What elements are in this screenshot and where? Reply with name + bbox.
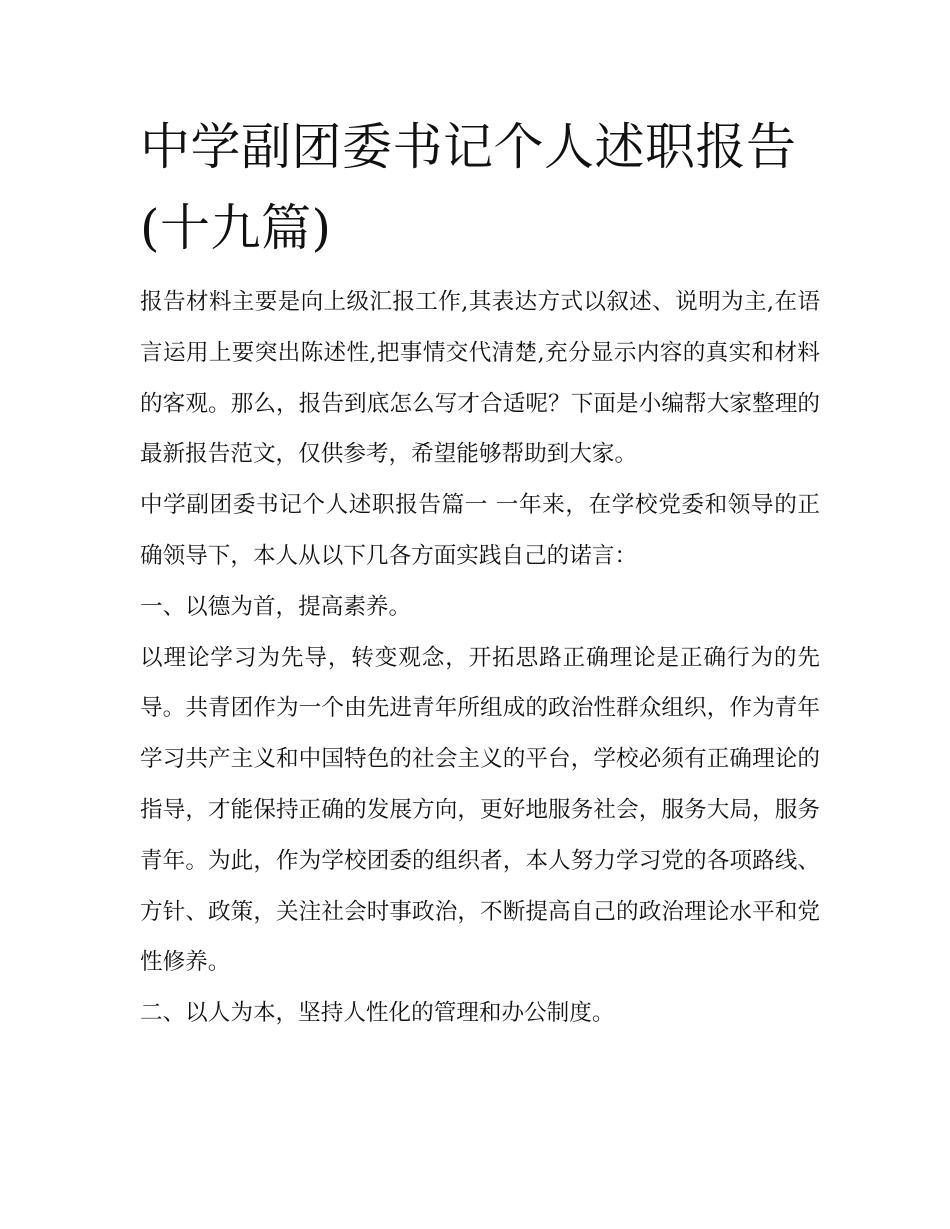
- document-title-line-2: (十九篇): [140, 199, 332, 257]
- section-heading-1: 一、以德为首，提高素养。: [140, 593, 412, 620]
- report-opening-paragraph: 中学副团委书记个人述职报告篇一 一年来，在学校党委和领导的正确领导下，本人从以下几各方面实践自己的诺言：: [140, 492, 820, 569]
- document-title-line-1: 中学副团委书记个人述职报告: [140, 118, 797, 176]
- section-1-paragraph: 以理论学习为先导，转变观念，开拓思路正确理论是正确行为的先导。共青团作为一个由先进青年所组成的政治性群众组织，作为青年学习共产主义和中国特色的社会主义的平台，学校必须有正确理论的指导，才能保持正确的发展方向，更好地服务社会，服务大局，服务青年。为此，作为学校团委的组织者，本人努力学习党的各项路线、方针、政策，关注社会时事政治，不断提高自己的政治理论水平和党性修养。: [140, 644, 820, 976]
- document-body: [140, 277, 820, 1039]
- section-heading-2: 二、以人为本，坚持人性化的管理和办公制度。: [140, 1000, 615, 1027]
- intro-paragraph: 报告材料主要是向上级汇报工作,其表达方式以叙述、说明为主,在语言运用上要突出陈述性,把事情交代清楚,充分显示内容的真实和材料的客观。那么，报告到底怎么写才合适呢？下面是小编帮大家整理的最新报告范文，仅供参考，希望能够帮助到大家。: [140, 289, 820, 468]
